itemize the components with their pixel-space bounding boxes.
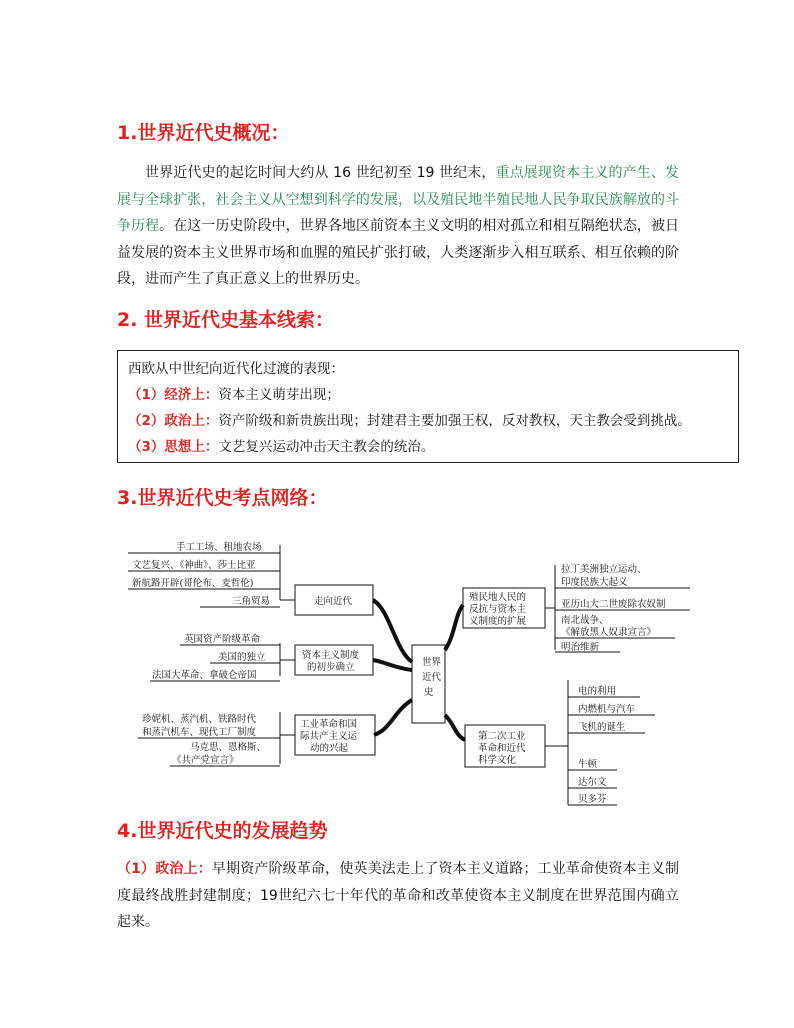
- leaf-label: 文艺复兴、《神曲》、莎士比亚: [132, 560, 256, 571]
- svg-text:革命和近代: 革命和近代: [478, 743, 526, 754]
- svg-text:反抗与资本主: 反抗与资本主: [469, 604, 527, 615]
- box-item: （2）政治上：资产阶级和新贵族出现；封建君主要加强王权，反对教权，天主教会受到挑战。: [128, 413, 691, 429]
- leaf-label: 马克思、恩格斯、: [190, 742, 267, 753]
- center-label: 世界: [422, 657, 442, 668]
- leaf-label: 美国的独立: [218, 652, 266, 663]
- node-label: 殖民地人民的: [469, 592, 527, 603]
- box-title: 西欧从中世纪向近代化过渡的表现：: [128, 361, 344, 377]
- trend-text: 早期资产阶级革命，使英美法走上了资本主义道路；工业革命使资本主义制度最终战胜封建制度；19世纪六七十年代的革命和改革使资本主义制度在世界范围内确立起来。: [117, 861, 680, 930]
- svg-text:科学文化: 科学文化: [478, 755, 517, 766]
- leaf-label: 牛顿: [578, 759, 598, 770]
- leaf-label: 手工工场、租地农场: [176, 542, 262, 553]
- node-label: 资本主义制度: [302, 650, 360, 661]
- box-item: （3）思想上：文艺复兴运动冲击天主教会的统治。: [128, 439, 435, 455]
- section1-heading: 1.世界近代史概况：: [117, 122, 290, 144]
- leaf-label: 印度民族大起义: [561, 577, 628, 588]
- para-rest: 。在这一历史阶段中，世界各地区前资本主义文明的相对孤立和相互隔绝状态，被日益发展的资本主义世界市场和血腥的殖民扩张打破，人类逐渐步入相互联系、相互依赖的阶段，进而产生了真正意义上的世界历史。: [117, 218, 680, 287]
- leaf-label: 飞机的诞生: [578, 722, 626, 733]
- leaf-label: 电的利用: [578, 686, 617, 697]
- section4-paragraph: [117, 856, 679, 936]
- leaf-label: 《共产党宣言》: [172, 755, 239, 766]
- section2-heading: 2. 世界近代史基本线索：: [117, 309, 335, 331]
- leaf-label: 《解放黑人奴隶宣言》: [561, 627, 657, 638]
- section4-heading: 4.世界近代史的发展趋势: [117, 820, 328, 842]
- svg-text:的初步确立: 的初步确立: [307, 662, 355, 673]
- leaf-label: 法国大革命、拿破仑帝国: [152, 670, 257, 681]
- leaf-label: 三角贸易: [232, 596, 271, 607]
- leaf-label: 南北战争、: [561, 615, 609, 626]
- leaf-label: 亚历山大二世废除农奴制: [561, 599, 666, 610]
- leaf-label: 明治维新: [561, 642, 600, 653]
- leaf-label: 新航路开辟(哥伦布、麦哲伦): [132, 578, 254, 589]
- para-intro: 世界近代史的起讫时间大约从 16 世纪初至 19 世纪末，: [145, 165, 496, 181]
- leaf-label: 内燃机与汽车: [578, 704, 636, 715]
- section3-heading: 3.世界近代史考点网络：: [117, 487, 328, 509]
- svg-text:际共产主义运: 际共产主义运: [300, 731, 358, 742]
- node-label: 工业革命和国: [300, 719, 358, 730]
- leaf-label: 贝多芬: [578, 794, 607, 805]
- leaf-label: 和蒸汽机车、现代工厂制度: [142, 727, 257, 738]
- node-label: 走向近代: [314, 596, 353, 607]
- svg-text:义制度的扩展: 义制度的扩展: [469, 616, 527, 627]
- node-label: 第二次工业: [478, 731, 526, 742]
- leaf-label: 拉丁美洲独立运动、: [561, 564, 647, 575]
- svg-text:史: 史: [424, 687, 434, 698]
- trend-label: （1）政治上：: [117, 861, 212, 877]
- leaf-label: 珍妮机、蒸汽机、铁路时代: [142, 714, 257, 725]
- leaf-label: 达尔文: [578, 777, 607, 788]
- box-item: （1）经济上：资本主义萌芽出现；: [128, 387, 340, 403]
- svg-text:动的兴起: 动的兴起: [310, 743, 349, 754]
- leaf-label: 英国资产阶级革命: [184, 634, 261, 645]
- svg-text:近代: 近代: [422, 672, 442, 683]
- para-highlight: 重点展现资本主义的产生、发展与全球扩张，社会主义从空想到科学的发展，以及殖民地半殖民地人民争取民族解放的斗争历程: [117, 165, 679, 234]
